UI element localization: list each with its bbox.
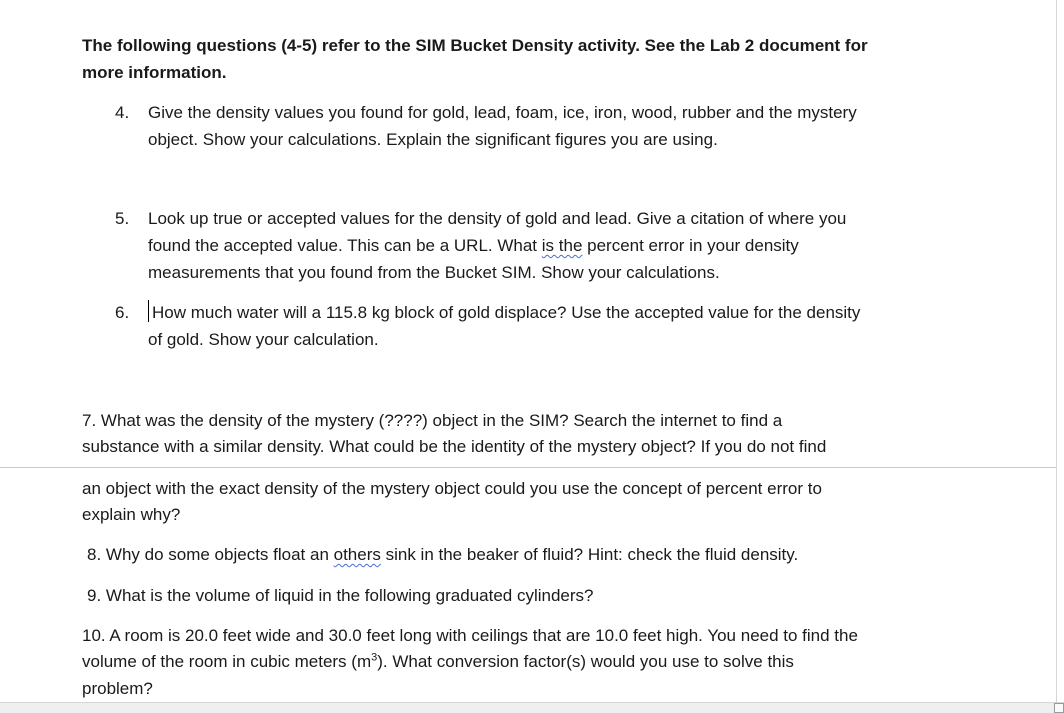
q5-line-2-post: percent error in your density xyxy=(582,236,799,255)
intro-line-1: The following questions (4-5) refer to the SIM Bucket Density activity. See the Lab 2 document for xyxy=(82,36,868,55)
page-break-divider xyxy=(0,467,1056,468)
intro-line-2: more information. xyxy=(82,63,227,82)
q5-line-2-pre: found the accepted value. This can be a URL. What xyxy=(148,236,542,255)
vertical-scrollbar[interactable] xyxy=(1056,0,1064,712)
horizontal-scrollbar[interactable] xyxy=(0,702,1064,713)
q6-line-2: of gold. Show your calculation. xyxy=(148,330,379,349)
q7-line-1: 7. What was the density of the mystery (????) object in the SIM? Search the internet to find a xyxy=(82,411,783,430)
q6-line-1: How much water will a 115.8 kg block of gold displace? Use the accepted value for the density xyxy=(152,303,861,322)
superscript-3: 3 xyxy=(371,651,378,664)
q10-line-3: problem? xyxy=(82,679,153,698)
q4-line-2: object. Show your calculations. Explain the significant figures you are using. xyxy=(148,130,718,149)
q6-number: 6. xyxy=(115,303,130,322)
q4-number: 4. xyxy=(115,103,130,122)
grammar-flag-is-the[interactable]: is the xyxy=(541,236,583,255)
q5-line-3: measurements that you found from the Bucket SIM. Show your calculations. xyxy=(148,263,720,282)
q10-line-2-post: ). What conversion factor(s) would you use to solve this xyxy=(377,652,794,671)
q4-line-1: Give the density values you found for gold, lead, foam, ice, iron, wood, rubber and the mystery xyxy=(148,103,857,122)
q10-line-1: 10. A room is 20.0 feet wide and 30.0 feet long with ceilings that are 10.0 feet high. You need to find the xyxy=(82,626,858,645)
q7-line-4: explain why? xyxy=(82,505,181,524)
grammar-flag-others[interactable]: others xyxy=(333,545,381,564)
text-cursor xyxy=(148,300,149,322)
q9-line: 9. What is the volume of liquid in the following graduated cylinders? xyxy=(87,586,594,605)
q5-number: 5. xyxy=(115,209,130,228)
q5-line-1: Look up true or accepted values for the density of gold and lead. Give a citation of where you xyxy=(148,209,847,228)
q5-line-2 xyxy=(148,235,799,257)
q7-line-2: substance with a similar density. What could be the identity of the mystery object? If you do not find xyxy=(82,437,827,456)
q7-line-3: an object with the exact density of the mystery object could you use the concept of percent error to xyxy=(82,479,822,498)
q8-post: sink in the beaker of fluid? Hint: check the fluid density. xyxy=(380,545,799,564)
q10-line-2-pre: volume of the room in cubic meters (m xyxy=(82,652,372,671)
q8-line xyxy=(87,544,798,566)
q10-line-2 xyxy=(82,651,794,673)
q8-pre: 8. Why do some objects float an xyxy=(87,545,334,564)
